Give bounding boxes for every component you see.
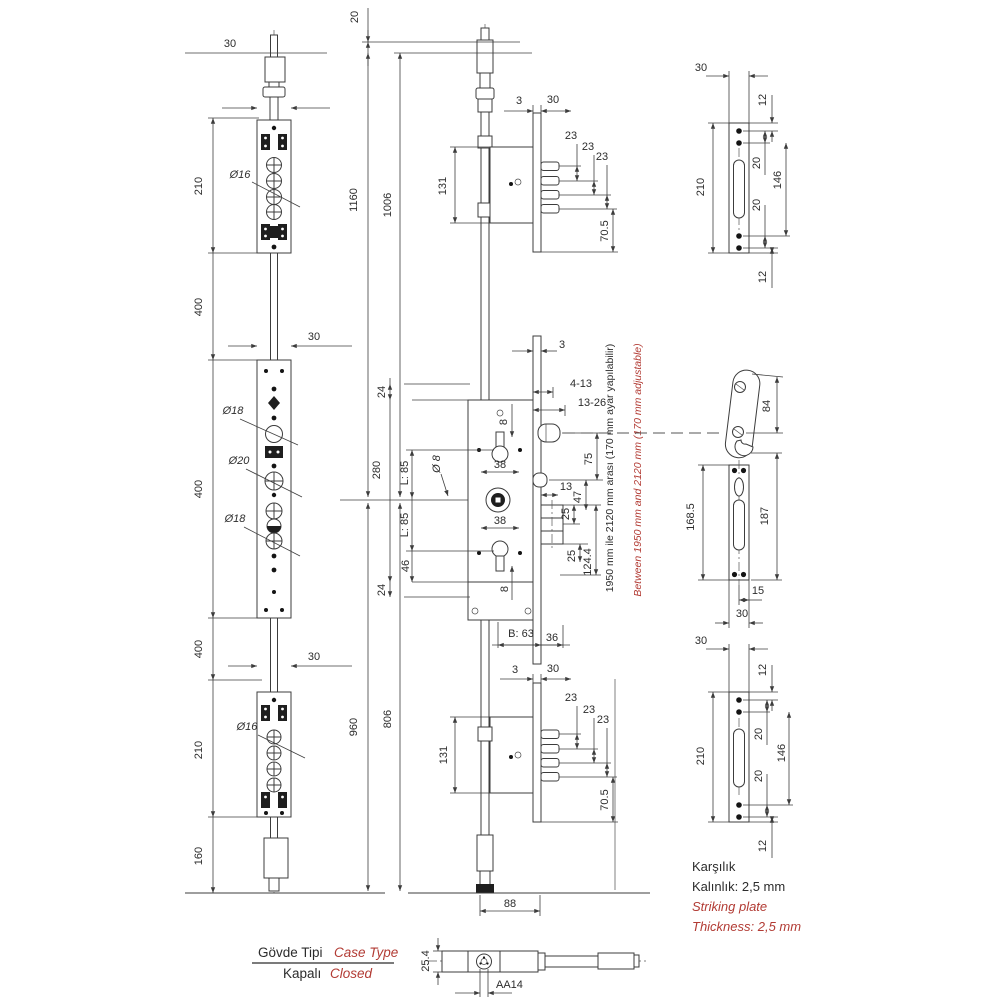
middle-keeper-detail	[685, 453, 782, 628]
dim-label: 25.4	[420, 950, 432, 972]
dim-label: 24	[376, 385, 388, 399]
note-adjustable-turkish: 1950 mm ile 2120 mm arası (170 mm ayar yapılabilir)	[604, 343, 616, 593]
dim-label: 20	[751, 156, 763, 170]
dim-label: 187	[759, 506, 771, 526]
edge-assembly-side-view	[340, 8, 722, 916]
dim-label: 23	[581, 141, 595, 153]
dia-label: Ø 8	[431, 455, 443, 473]
dia-label: Ø18	[222, 405, 244, 417]
dim-label: 131	[437, 176, 449, 196]
dim-label: L: 85	[399, 512, 411, 538]
note-striking-plate: Striking plate	[692, 899, 768, 914]
dim-label: 210	[193, 176, 205, 196]
dia-label: Ø18	[224, 513, 246, 525]
dim-label: 160	[193, 846, 205, 866]
dim-label: 20	[751, 198, 763, 212]
left-assembly-face-view	[185, 30, 385, 893]
dim-label: 3	[515, 95, 523, 107]
dim-label: 3	[511, 664, 519, 676]
dim-label: 146	[772, 170, 784, 190]
model-code-label: AA14	[496, 979, 523, 991]
dim-label: 15	[751, 585, 765, 597]
dia-label: Ø16	[236, 721, 258, 733]
dim-label: 1160	[348, 188, 360, 212]
dim-label: 30	[546, 94, 560, 106]
legend-case-type-tr: Gövde Tipi	[258, 945, 323, 960]
case-type-legend	[252, 945, 398, 981]
dim-label: 70.5	[599, 789, 611, 811]
note-karsilik: Karşılık	[692, 859, 736, 874]
dim-label: 960	[348, 717, 360, 737]
dim-label: 30	[735, 608, 749, 620]
dim-label: 30	[694, 635, 708, 647]
dim-label: 30	[307, 331, 321, 343]
dim-label: 13	[559, 481, 573, 493]
dim-label: 210	[695, 746, 707, 766]
dim-label: 8	[499, 585, 511, 593]
dim-label: 280	[371, 460, 383, 480]
legend-closed-en: Closed	[330, 966, 373, 981]
dim-label: 4-13	[569, 378, 593, 390]
adjustability-notes	[604, 343, 644, 596]
dim-label: 210	[193, 740, 205, 760]
dim-label: 400	[193, 479, 205, 499]
dia-label: Ø16	[229, 169, 251, 181]
dim-label: 36	[545, 632, 559, 644]
dim-label: 806	[382, 709, 394, 729]
strike-plate-top-detail	[695, 62, 790, 288]
dim-label: 23	[564, 692, 578, 704]
dim-label: 168.5	[685, 503, 697, 531]
dia-label: Ø20	[228, 455, 250, 467]
note-thickness: Thickness: 2,5 mm	[692, 919, 802, 934]
dim-label: 25	[560, 507, 572, 521]
left-dimension-chain	[193, 118, 262, 893]
dim-label: 84	[761, 399, 773, 413]
legend-closed-tr: Kapalı	[283, 966, 322, 981]
dim-label: 23	[564, 130, 578, 142]
dim-label: 46	[400, 559, 412, 573]
dim-label: 70.5	[599, 220, 611, 242]
dim-label: 30	[307, 651, 321, 663]
dim-label: 47	[572, 490, 584, 504]
dim-label: 30	[546, 663, 560, 675]
dim-label: 12	[757, 839, 769, 853]
dim-label: 3	[558, 339, 566, 351]
dim-label: 12	[757, 93, 769, 107]
cylinder-cam-detail	[420, 938, 648, 997]
dim-label: 38	[493, 515, 507, 527]
dim-label: 23	[595, 151, 609, 163]
dim-label: 12	[757, 663, 769, 677]
dim-label: B: 63	[508, 628, 534, 640]
dim-label: 20	[753, 769, 765, 783]
dim-label: 23	[596, 714, 610, 726]
dim-label: 131	[438, 745, 450, 765]
dim-label: 20	[349, 10, 361, 24]
striking-plate-note	[692, 859, 801, 934]
dim-label: 25	[566, 549, 578, 563]
dim-label: 75	[583, 452, 595, 466]
dim-label: 23	[582, 704, 596, 716]
dim-label: 146	[776, 743, 788, 763]
dim-label: 210	[695, 177, 707, 197]
dim-label: 12	[757, 270, 769, 284]
strike-plate-bottom-detail	[695, 635, 793, 858]
dim-label: 1006	[382, 192, 394, 218]
dim-label: 30	[223, 38, 237, 50]
bottom-lock-case	[408, 620, 650, 916]
hook-keeper-detail	[724, 369, 783, 460]
dim-label: 24	[376, 583, 388, 597]
dim-label: 38	[493, 459, 507, 471]
dim-label: 30	[694, 62, 708, 74]
top-lock-case	[437, 94, 618, 252]
dim-label: 400	[193, 297, 205, 317]
dim-label: 8	[498, 418, 510, 426]
note-kalinlik: Kalınlık: 2,5 mm	[692, 879, 786, 894]
dim-label: 88	[503, 898, 517, 910]
note-adjustable-english: Between 1950 mm and 2120 mm (170 mm adjustable)	[632, 343, 644, 597]
dim-label: 13-26	[577, 397, 607, 409]
dim-label: L: 85	[399, 460, 411, 486]
dim-label: 400	[193, 639, 205, 659]
legend-case-type-en: Case Type	[334, 945, 399, 960]
dim-label: 20	[753, 727, 765, 741]
dim-label: 124.4	[582, 548, 594, 576]
